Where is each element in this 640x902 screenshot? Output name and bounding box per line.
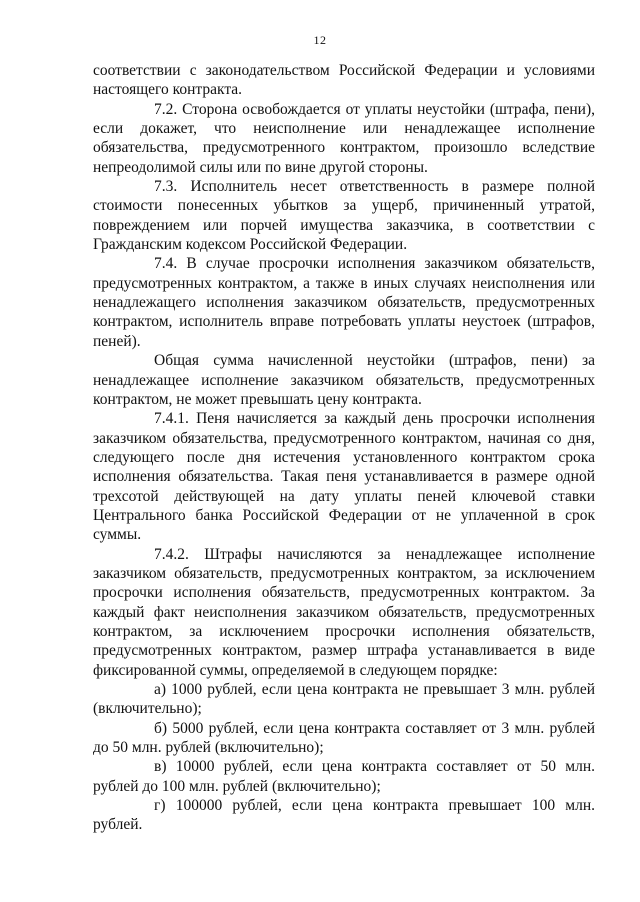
list-item-d: г) 100000 рублей, если цена контракта превышает 100 млн. рублей. — [93, 797, 595, 834]
paragraph-7-4-1: 7.4.1. Пеня начисляется за каждый день просрочки исполнения заказчиком обязательства, предусмотренного контрактом, начиная со дня, следующего после дня истечения установленного контрактом срока исполнения обязательства. Такая пеня устанавливается в размере одной трехсотой действующей на дату уплаты пеней ключевой ставки Центрального банка Российской Федерации от не уплаченной в срок суммы. — [93, 410, 595, 544]
page-number: 12 — [313, 33, 327, 47]
list-item-c: в) 10000 рублей, если цена контракта составляет от 50 млн. рублей до 100 млн. рублей (включительно); — [93, 758, 595, 795]
paragraph-7-3: 7.3. Исполнитель несет ответственность в размере полной стоимости понесенных убытков за ущерб, причиненный утратой, повреждением или порчей имущества заказчика, в соответствии с Гражданским кодексом Российской Федерации. — [93, 178, 595, 254]
paragraph-7-4: 7.4. В случае просрочки исполнения заказчиком обязательств, предусмотренных контрактом, а также в иных случаях неисполнения или ненадлежащего исполнения заказчиком обязательств, предусмотренных контрактом, исполнитель вправе потребовать уплаты неустоек (штрафов, пеней). — [93, 255, 595, 350]
paragraph-7-4-2: 7.4.2. Штрафы начисляются за ненадлежащее исполнение заказчиком обязательств, предусмотренных контрактом, за исключением просрочки исполнения обязательств, предусмотренных контрактом. За каждый факт неисполнения заказчиком обязательств, предусмотренных контрактом, за исключением просрочки исполнения обязательств, предусмотренных контрактом, размер штрафа устанавливается в виде фиксированной суммы, определяемой в следующем порядке: — [93, 545, 595, 679]
document-body — [93, 61, 595, 835]
list-item-a: а) 1000 рублей, если цена контракта не превышает 3 млн. рублей (включительно); — [93, 681, 595, 718]
paragraph-total-penalty: Общая сумма начисленной неустойки (штрафов, пени) за ненадлежащее исполнение заказчиком обязательств, предусмотренных контрактом, не может превышать цену контракта. — [93, 352, 595, 408]
paragraph-7-2: 7.2. Сторона освобождается от уплаты неустойки (штрафа, пени), если докажет, что неисполнение или ненадлежащее исполнение обязательства, предусмотренного контрактом, произошло вследствие непреодолимой силы или по вине другой стороны. — [93, 100, 595, 176]
list-item-b: б) 5000 рублей, если цена контракта составляет от 3 млн. рублей до 50 млн. рублей (включительно); — [93, 719, 595, 757]
paragraph-continuation: соответствии с законодательством Российской Федерации и условиями настоящего контракта. — [93, 62, 595, 99]
